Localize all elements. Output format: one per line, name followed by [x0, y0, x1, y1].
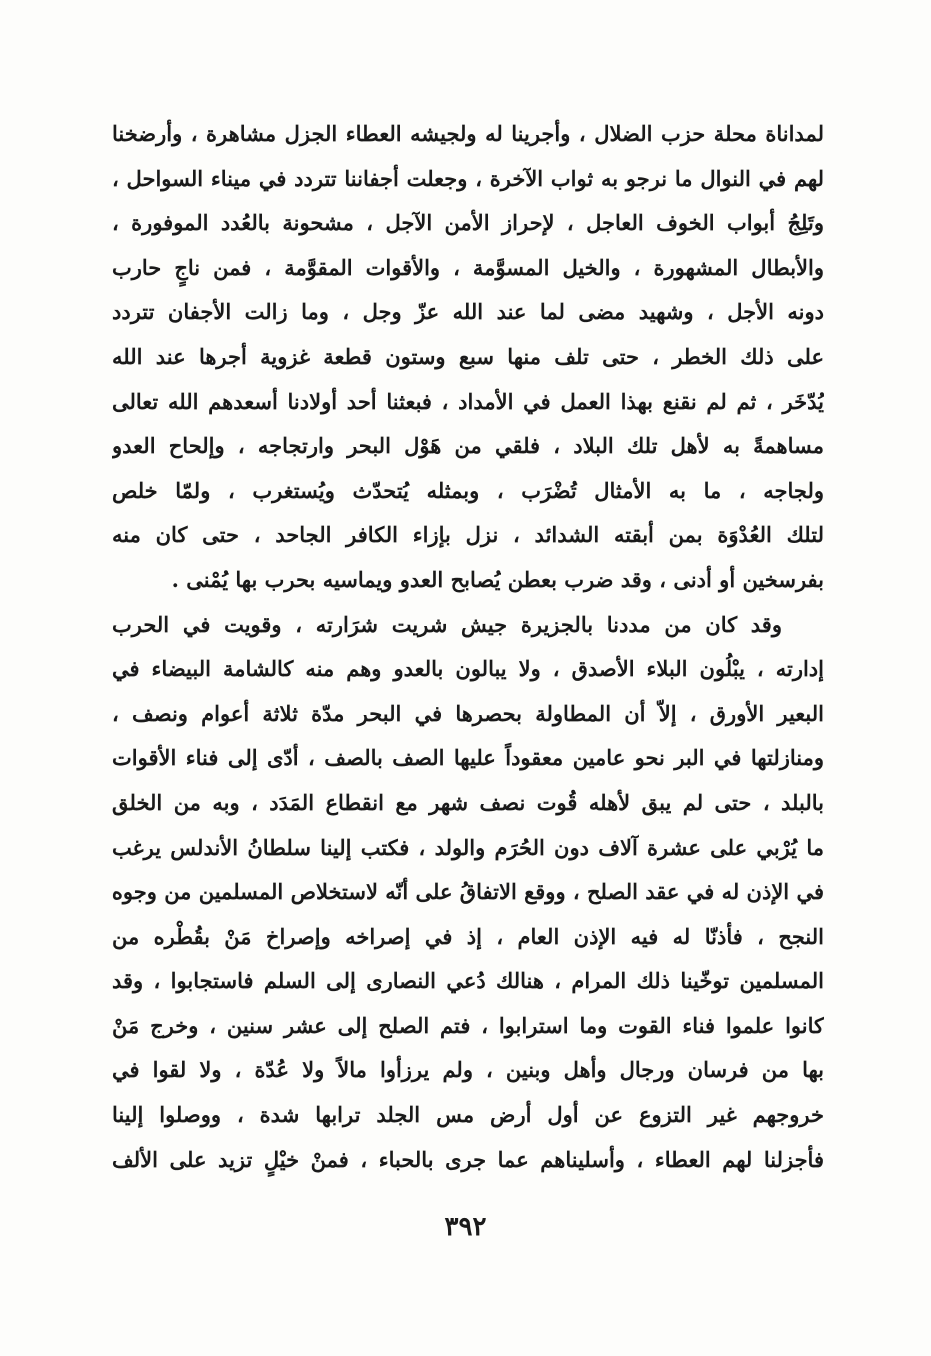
page-number: ٣٩٢ [444, 1212, 487, 1242]
text-line: النجح ، فأذنّا له فيه الإذن العام ، إذ في إصراخه وإصراخ مَنْ بقُطْره من [112, 923, 824, 949]
text-line: وقد كان من مددنا بالجزيرة جيش شريت شرَارته ، وقويت في الحرب [112, 611, 782, 637]
text-line: بها من فرسان ورجال وأهل وبنين ، ولم يرزأوا مالاً ولا عُدّة ، ولا لقوا في [112, 1057, 824, 1083]
text-line: إدارته ، يبْلُون البلاء الأصدق ، ولا يبالون بالعدو وهم منه كالشامة البيضاء في [112, 656, 824, 682]
text-line: فأجزلنا لهم العطاء ، وأسليناهم عما جرى بالحباء ، فمنْ خيْلٍ تزيد على الألف [112, 1146, 824, 1172]
text-line: البعير الأورق ، إلاّ أن المطاولة بحصرها في البحر مدّة ثلاثة أعوام ونصف ، [112, 700, 824, 726]
text-line: لتلك العُدْوَة بمن أبقته الشدائد ، نزل بإزاء الكافر الجاحد ، حتى كان منه [112, 522, 824, 548]
body-text [112, 112, 824, 1182]
text-line: بفرسخين أو أدنى ، وقد ضرب بعطن يُصابح العدو ويماسيه بحرب بها يُمْنى . [171, 566, 824, 592]
text-line: والأبطال المشهورة ، والخيل المسوَّمة ، والأقوات المقوَّمة ، فمن ناجٍ حارب [112, 254, 824, 280]
text-line: يُدّخَر ، ثم لم نقنع بهذا العمل في الأمداد ، فبعثنا أحد أولادنا أسعدهم الله تعالى [112, 388, 824, 414]
text-line: بالبلد ، حتى لم يبق لأهله قُوت نصف شهر مع انقطاع المَدَد ، وبه من الخلق [112, 789, 824, 815]
text-line: دونه الأجل ، وشهيد مضى لما عند الله عزّ وجل ، وما زالت الأجفان تتردد [112, 299, 824, 325]
text-line: كانوا علموا فناء القوت وما استرابوا ، فتم الصلح إلى عشر سنين ، وخرج مَنْ [112, 1012, 824, 1038]
text-line: ومنازلتها في البر نحو عامين معقوداً عليها الصف بالصف ، أدّى إلى فناء الأقوات [112, 745, 824, 771]
text-line: لمداناة محلة حزب الضلال ، وأجرينا له ولجيشه العطاء الجزل مشاهرة ، وأرضخنا [112, 121, 824, 146]
text-line: خروجهم غير التزوع عن أول أرض مس الجلد ترابها شدة ، ووصلوا إلينا [112, 1102, 824, 1128]
text-line: مساهمةً به لأهل تلك البلاد ، فلقي من هَوْل البحر وارتجاجه ، وإلحاح العدو [112, 433, 824, 459]
text-line: المسلمين توخّينا ذلك المرام ، هنالك دُعي النصارى إلى السلم فاستجابوا ، وقد [112, 968, 824, 994]
text-line: ولجاجه ، ما به الأمثال تُضْرَب ، وبمثله يُتحدّث ويُستغرب ، ولمّا خلص [112, 477, 824, 503]
text-line: وتَلِجُ أبواب الخوف العاجل ، لإحراز الأمن الآجل ، مشحونة بالعُدد الموفورة ، [112, 210, 824, 236]
text-line: على ذلك الخطر ، حتى تلف منها سبع وستون قطعة غزوية أجرها عند الله [112, 343, 824, 369]
text-line: لهم في النوال ما نرجو به ثواب الآخرة ، وجعلت أجفاننا تتردد في ميناء السواحل ، [112, 165, 824, 191]
text-line: ما يُرْبي على عشرة آلاف دون الحُرَم والولد ، فكتب إلينا سلطانُ الأندلس يرغب [112, 834, 824, 860]
text-line: في الإذن له في عقد الصلح ، ووقع الاتفاقُ على أنّه لاستخلاص المسلمين من وجوه [112, 879, 824, 905]
